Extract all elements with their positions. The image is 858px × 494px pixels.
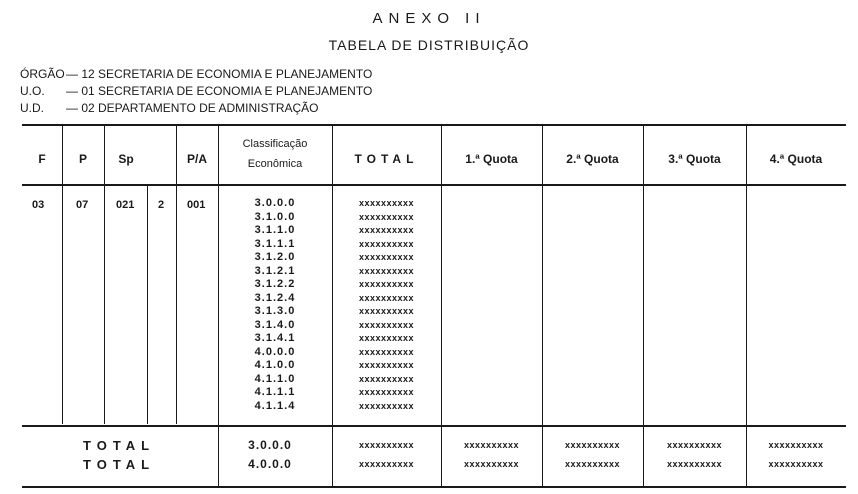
total-value-list: [332, 197, 441, 413]
total-value-item: xxxxxxxxxx: [358, 319, 415, 330]
code-item: 3.1.4.1: [254, 332, 296, 344]
totals-code-1: 3.0.0.0: [248, 438, 292, 452]
code-item: 4.1.0.0: [254, 359, 296, 371]
code-item: 3.1.4.0: [254, 318, 296, 331]
col-header-quota-3: 3.ª Quota: [668, 152, 721, 166]
col-divider: [176, 126, 177, 424]
totals-quota-1-value: xxxxxxxxxx: [463, 440, 520, 450]
page-title: ANEXO II: [372, 10, 486, 27]
code-item: 3.1.2.2: [254, 278, 296, 290]
body-bottom-rule: [22, 425, 846, 427]
col-header-f: F: [38, 152, 46, 166]
totals-quota-4-value: xxxxxxxxxx: [768, 459, 824, 469]
total-value-item: xxxxxxxxxx: [358, 211, 415, 222]
page-subtitle: TABELA DE DISTRIBUIÇÃO: [328, 37, 530, 53]
meta-ud: [20, 101, 319, 115]
col-header-classificacao: [218, 134, 332, 174]
col-header-p: P: [78, 152, 87, 166]
meta-uo: [20, 84, 372, 98]
col-header-pa: P/A: [186, 152, 207, 166]
header-bottom-rule: [22, 184, 846, 186]
meta-value: — 02 DEPARTAMENTO DE ADMINISTRAÇÃO: [66, 101, 319, 115]
total-value-item: xxxxxxxxxx: [358, 225, 415, 235]
meta-orgao: [20, 67, 372, 81]
totals-code-2: 4.0.0.0: [248, 457, 292, 471]
code-item: 4.1.1.1: [254, 386, 296, 398]
col-divider: [147, 184, 148, 424]
col-header-quota-2: 2.ª Quota: [566, 152, 619, 166]
code-item: 3.1.1.1: [254, 237, 296, 250]
total-value-item: xxxxxxxxxx: [358, 198, 415, 208]
code-item: 3.1.2.0: [254, 251, 296, 263]
totals-label-2: TOTAL: [83, 457, 156, 472]
meta-value: — 01 SECRETARIA DE ECONOMIA E PLANEJAMENTO: [66, 84, 373, 98]
code-item: 3.1.2.4: [254, 291, 296, 304]
total-value-item: xxxxxxxxxx: [358, 252, 415, 262]
table-top-rule: [22, 124, 846, 126]
code-item: 4.0.0.0: [254, 345, 296, 358]
total-value-item: xxxxxxxxxx: [358, 333, 415, 343]
cell-pa: 001: [187, 199, 206, 211]
col-divider: [62, 126, 63, 424]
total-value-item: xxxxxxxxxx: [358, 373, 415, 384]
code-item: 4.1.1.4: [254, 399, 296, 412]
code-item: 3.0.0.0: [254, 197, 296, 209]
cell-sp: 021: [116, 199, 135, 211]
meta-key: U.D.: [20, 101, 44, 115]
table-bottom-rule: [22, 486, 846, 488]
code-item: 3.1.2.1: [254, 264, 296, 277]
totals-label-1: TOTAL: [83, 438, 156, 453]
cell-sp-digit: 2: [158, 199, 165, 211]
col-header-sp: Sp: [118, 152, 134, 166]
col-divider: [643, 126, 644, 486]
total-value-item: xxxxxxxxxx: [358, 306, 415, 316]
total-value-item: xxxxxxxxxx: [358, 238, 415, 249]
totals-quota-4-value: xxxxxxxxxx: [768, 440, 824, 450]
totals-total-value: xxxxxxxxxx: [358, 440, 415, 450]
code-item: 3.1.1.0: [254, 224, 296, 236]
total-value-item: xxxxxxxxxx: [358, 279, 415, 289]
code-list: [218, 197, 332, 413]
totals-quota-2-value: xxxxxxxxxx: [564, 459, 621, 469]
col-header-classificacao-line1: Classificação: [242, 138, 308, 150]
meta-key: ÓRGÃO: [20, 67, 65, 81]
col-divider: [441, 126, 442, 486]
col-header-quota-4: 4.ª Quota: [769, 152, 823, 166]
col-divider: [746, 126, 747, 486]
total-value-item: xxxxxxxxxx: [358, 346, 415, 357]
col-divider: [104, 126, 105, 424]
totals-quota-1-value: xxxxxxxxxx: [463, 459, 520, 469]
cell-p: 07: [76, 199, 89, 211]
total-value-item: xxxxxxxxxx: [358, 387, 415, 397]
total-value-item: xxxxxxxxxx: [358, 292, 415, 303]
code-item: 4.1.1.0: [254, 372, 296, 385]
total-value-item: xxxxxxxxxx: [358, 360, 415, 370]
col-header-total: TOTAL: [354, 152, 419, 166]
col-divider: [542, 126, 543, 486]
total-value-item: xxxxxxxxxx: [358, 265, 415, 276]
totals-quota-2-value: xxxxxxxxxx: [564, 440, 621, 450]
meta-key: U.O.: [20, 84, 45, 98]
totals-quota-3-value: xxxxxxxxxx: [666, 459, 723, 469]
totals-total-value: xxxxxxxxxx: [358, 459, 415, 469]
code-item: 3.1.0.0: [254, 210, 296, 223]
col-header-classificacao-line2: Econômica: [247, 158, 303, 170]
code-item: 3.1.3.0: [254, 305, 296, 317]
cell-f: 03: [32, 199, 45, 211]
meta-value: — 12 SECRETARIA DE ECONOMIA E PLANEJAMENTO: [66, 67, 373, 81]
totals-quota-3-value: xxxxxxxxxx: [666, 440, 723, 450]
total-value-item: xxxxxxxxxx: [358, 400, 415, 411]
col-header-quota-1: 1.ª Quota: [465, 152, 518, 166]
